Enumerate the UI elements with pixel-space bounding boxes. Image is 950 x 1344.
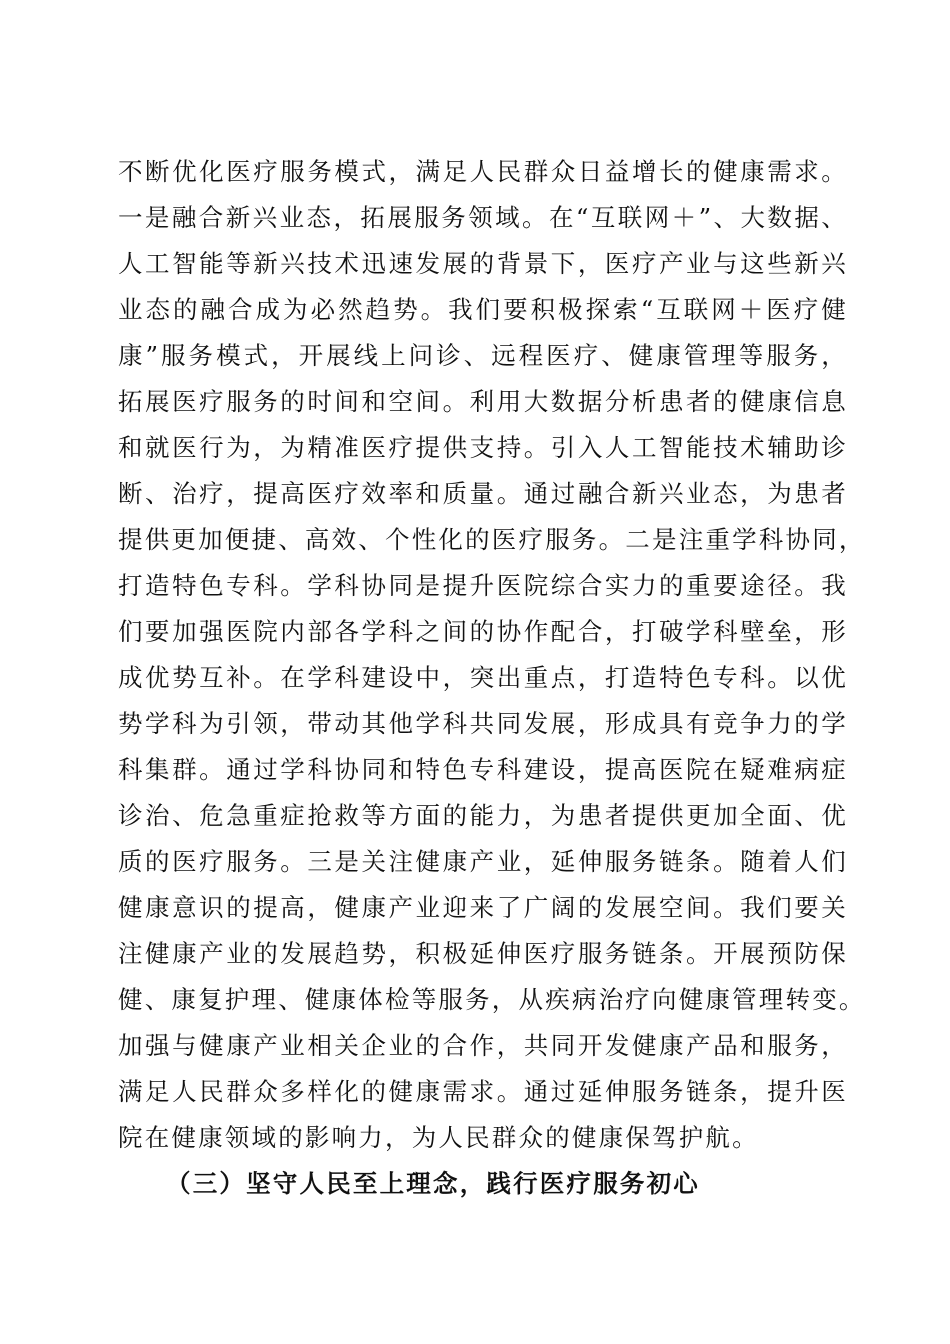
body-line: 注健康产业的发展趋势，积极延伸医疗服务链条。开展预防保 — [118, 939, 848, 968]
body-line: 科集群。通过学科协同和特色专科建设，提高医院在疑难病症 — [118, 755, 848, 784]
body-line: 断、治疗，提高医疗效率和质量。通过融合新兴业态，为患者 — [118, 479, 848, 508]
body-line: 势学科为引领，带动其他学科共同发展，形成具有竞争力的学 — [118, 709, 848, 738]
body-line: 康”服务模式，开展线上问诊、远程医疗、健康管理等服务， — [118, 341, 848, 370]
body-line: 人工智能等新兴技术迅速发展的背景下，医疗产业与这些新兴 — [118, 249, 848, 278]
body-line: 们要加强医院内部各学科之间的协作配合，打破学科壁垒，形 — [118, 617, 848, 646]
body-line: 提供更加便捷、高效、个性化的医疗服务。二是注重学科协同， — [118, 525, 866, 554]
body-line: 健康意识的提高，健康产业迎来了广阔的发展空间。我们要关 — [118, 893, 848, 922]
body-line: 不断优化医疗服务模式，满足人民群众日益增长的健康需求。 — [118, 157, 848, 186]
body-line: 成优势互补。在学科建设中，突出重点，打造特色专科。以优 — [118, 663, 848, 692]
body-line: 拓展医疗服务的时间和空间。利用大数据分析患者的健康信息 — [118, 387, 848, 416]
body-line: 业态的融合成为必然趋势。我们要积极探索“互联网＋医疗健 — [118, 295, 848, 324]
body-line: 质的医疗服务。三是关注健康产业，延伸服务链条。随着人们 — [118, 847, 848, 876]
body-line: 诊治、危急重症抢救等方面的能力，为患者提供更加全面、优 — [118, 801, 848, 830]
body-line: 满足人民群众多样化的健康需求。通过延伸服务链条，提升医 — [118, 1077, 848, 1106]
body-line: 一是融合新兴业态，拓展服务领域。在“互联网＋”、大数据、 — [118, 203, 848, 232]
section-heading: （三）坚守人民至上理念，践行医疗服务初心 — [166, 1169, 700, 1198]
body-line: 加强与健康产业相关企业的合作，共同开发健康产品和服务， — [118, 1031, 848, 1060]
body-line: 和就医行为，为精准医疗提供支持。引入人工智能技术辅助诊 — [118, 433, 848, 462]
body-line: 院在健康领域的影响力，为人民群众的健康保驾护航。 — [118, 1123, 759, 1152]
body-line: 健、康复护理、健康体检等服务，从疾病治疗向健康管理转变。 — [118, 985, 866, 1014]
body-line: 打造特色专科。学科协同是提升医院综合实力的重要途径。我 — [118, 571, 848, 600]
